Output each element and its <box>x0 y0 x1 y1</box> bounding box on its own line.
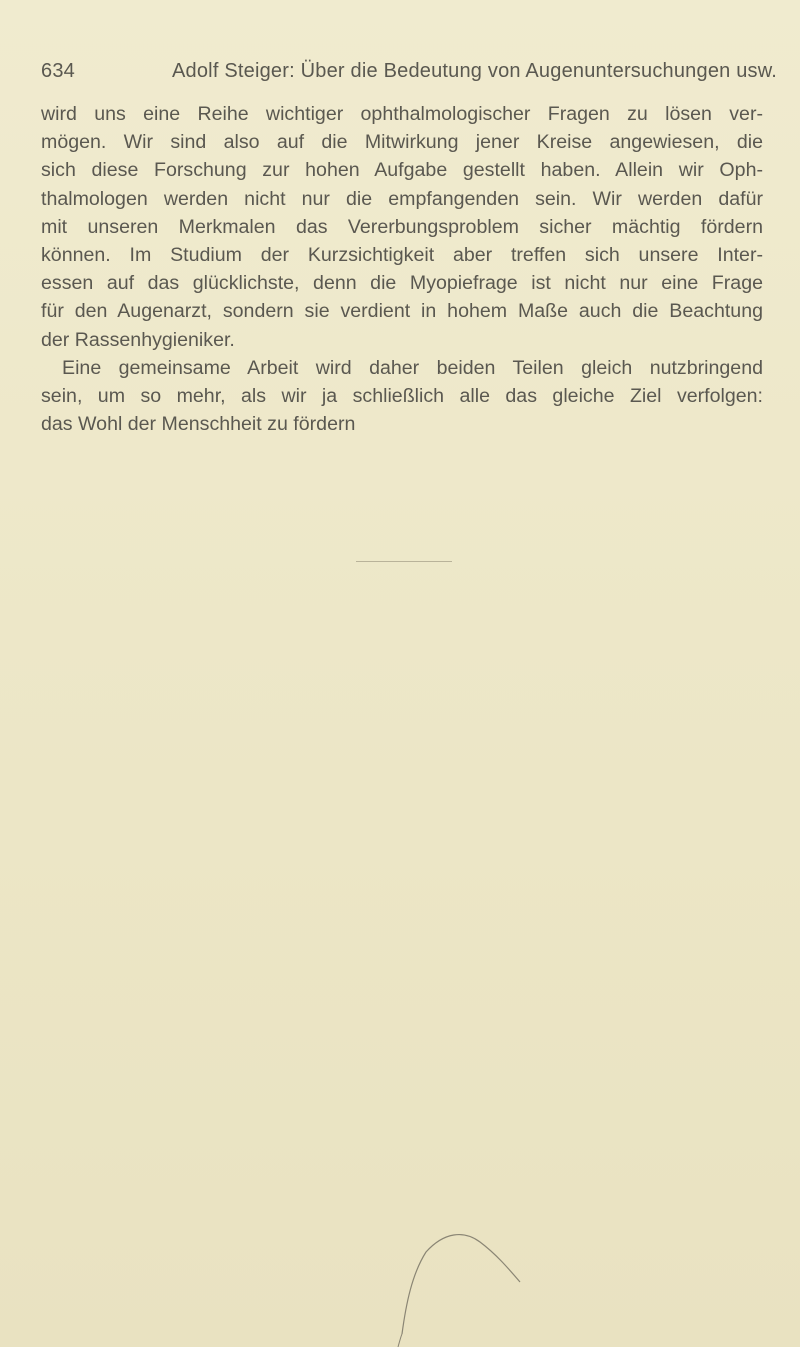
text-line: der Rassenhygieniker. <box>41 328 235 351</box>
text-line: für den Augenarzt, sondern sie verdient in hohem Maße auch die Beachtung <box>41 300 763 323</box>
text-line: sich diese Forschung zur hohen Aufgabe gestellt haben. Allein wir Oph- <box>41 159 763 182</box>
text-line: können. Im Studium der Kurzsichtigkeit aber treffen sich unsere Inter- <box>41 244 763 267</box>
running-head: Adolf Steiger: Über die Bedeutung von Augenuntersuchungen usw. <box>172 60 778 82</box>
page-header <box>41 60 778 100</box>
text-line: sein, um so mehr, als wir ja schließlich alle das gleiche Ziel verfolgen: <box>41 385 763 408</box>
pencil-mark <box>384 1224 524 1347</box>
body-text <box>41 100 763 438</box>
text-line: das Wohl der Menschheit zu fördern <box>41 413 356 436</box>
text-line: mögen. Wir sind also auf die Mitwirkung jener Kreise angewiesen, die <box>41 131 763 154</box>
section-divider <box>356 561 452 562</box>
text-line: essen auf das glücklichste, denn die Myopiefrage ist nicht nur eine Frage <box>41 272 763 295</box>
text-line: wird uns eine Reihe wichtiger ophthalmologischer Fragen zu lösen ver- <box>41 103 763 125</box>
text-line: mit unseren Merkmalen das Vererbungsproblem sicher mächtig fördern <box>41 215 763 238</box>
page-number: 634 <box>41 60 75 82</box>
text-line: thalmologen werden nicht nur die empfangenden sein. Wir werden dafür <box>41 187 763 210</box>
text-line: Eine gemeinsame Arbeit wird daher beiden Teilen gleich nutzbringend <box>62 356 763 379</box>
